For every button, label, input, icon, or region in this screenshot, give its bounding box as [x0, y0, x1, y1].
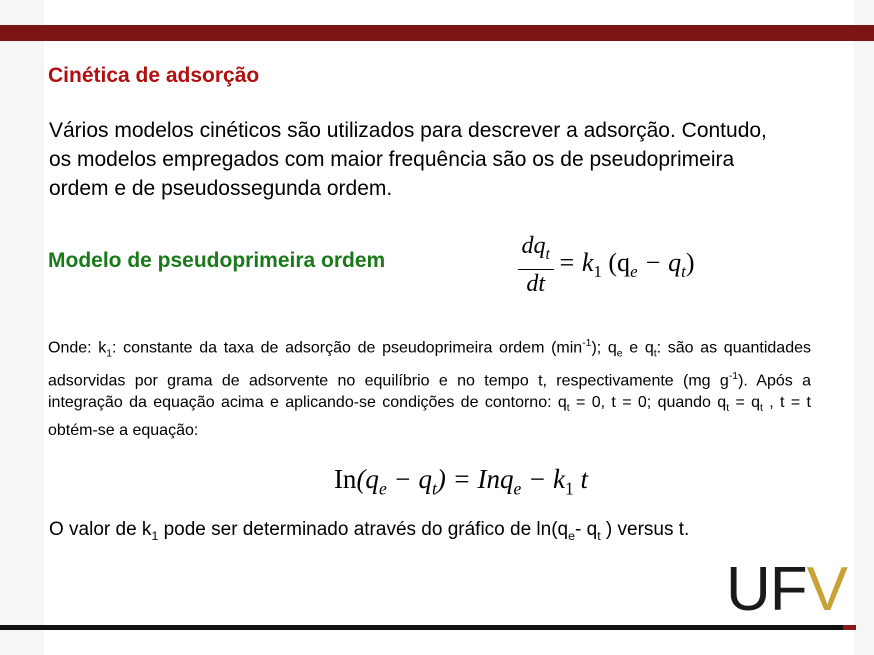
- fraction-denominator: dt: [526, 270, 545, 297]
- definitions-paragraph: Onde: $k_1$: constante da taxa de adsorção de pseudoprimeira ordem $(\min^{-1})$; $q_e$ e $q_t$: são as quantidades adsorvidas por grama de adsorvente no equilíbrio e no tempo t, respectivamente (mg $g^{-1}$). Após a integração da equação acima e aplicando-se condições de contorno: $q_t = 0$, t = 0; quando $q_t = q_t$ , t = t obtém-se a equação:: [48, 338, 811, 440]
- bottom-rule: [0, 625, 856, 630]
- ufv-logo: UFV: [726, 555, 848, 624]
- integrated-expression: $In(q_e - q_t) = Inq_e - k_1$ t: [333, 464, 589, 499]
- conclusion-sentence: O valor de $k_1$ pode ser determinado através do gráfico de $\ln(q_e-$ $q_t$ ) versus t.: [49, 519, 690, 543]
- equation-right-side: = $k_1$ $(q_e - q_t)$: [557, 247, 695, 282]
- bottom-rule-accent: [843, 625, 856, 630]
- fraction-numerator: $dq_t$: [518, 232, 554, 270]
- intro-paragraph: Vários modelos cinéticos são utilizados para descrever a adsorção. Contudo, os modelos empregados com maior frequência são os de pseudoprimeira ordem e de pseudossegunda ordem.: [49, 119, 767, 200]
- pseudo-first-order-rate-equation: [491, 228, 721, 302]
- slide-title: Cinética de adsorção: [48, 64, 260, 87]
- top-banner: [0, 25, 874, 41]
- derivative-fraction: [518, 232, 554, 298]
- section-subtitle: Modelo de pseudoprimeira ordem: [48, 249, 386, 272]
- integrated-rate-equation: [300, 447, 622, 517]
